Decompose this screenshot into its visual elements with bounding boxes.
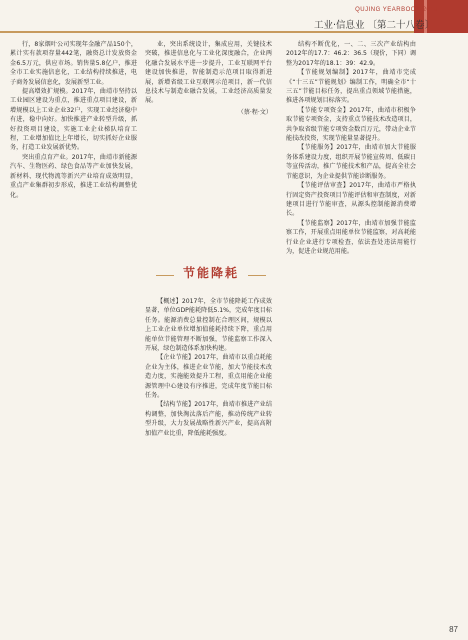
paragraph: 【节能专项资金】2017年，曲靖市积极争取节能专项资金，支持重点节能技术改造项目，共争取省级节能专项资金数百万元，带动企业节能技改投资，实现节能量显著提升。 (286, 106, 416, 143)
paragraph: 【节能服务】2017年，曲靖市加大节能服务体系建设力度，组织开展节能宣传周、低碳日等宣传活动，推广节能技术和产品，提高全社会节能意识，为企业提供节能诊断服务。 (286, 144, 416, 180)
column-2-lower (145, 297, 272, 438)
yearbook-label: QUJING YEARBOOK 2018 (355, 7, 438, 13)
section-heading-text: 节能降耗 (182, 266, 239, 280)
column-2 (145, 40, 272, 117)
column-1 (10, 40, 137, 200)
paragraph: 提高增效扩规模。2017年，曲靖市坚持以工业园区建设为重点，推进重点项目建设，新增规模以上工业企业32户，实现工业经济稳中有进，稳中向好。加快推进产业转型升级，抓好投资项目建设，实施工业企业梯队培育工程，工业增加值比上年增长，切实抓好企业服务，打造工业发展新优势。 (10, 88, 137, 152)
page-number: 87 (449, 625, 458, 634)
paragraph: 业，突出系统设计，集成应用，关键技术突破，推进信息化与工业化深度融合，企业两化融合发展水平进一步提升，工业互联网平台建设加快推进，智能制造示范项目取得新进展，新增省级工业互联网示范项目，新一代信息技术与制造业融合发展，工业经济高质量发展。 (145, 41, 272, 105)
paragraph: 【结构节能】2017年，曲靖市推进产业结构调整，加快淘汰落后产能，推动传统产业转型升级，大力发展战略性新兴产业，提高高附加值产业比重，降低能耗强度。 (145, 401, 272, 437)
header-rule (0, 31, 414, 33)
paragraph: 【概述】2017年，全市节能降耗工作成效显著，单位GDP能耗降低5.1%，完成年度目标任务。能源消费总量控制在合理区间，规模以上工业企业单位增加值能耗持续下降，重点用能单位节能管理不断加强，节能监察工作深入开展，绿色制造体系加快构建。 (145, 298, 272, 353)
paragraph: 【节能规划编制】2017年，曲靖市完成《“十三五”节能规划》编制工作，明确全市“十三五”节能目标任务，提出重点领域节能措施，推进各项规划目标落实。 (286, 69, 416, 105)
author-signature: （蔡·程·文） (237, 108, 272, 116)
paragraph: 行，8家烟叶公司实现年金融产品150个，累计实有款项存量442笔，融资总计发放资金金6.5万元，供应市场。销售量5.8亿户，推进全市工业实施信息化，工业结构持续推进，电子商务发展信息化，发展新型工业。 (10, 41, 137, 86)
paragraph: 【企业节能】2017年，曲靖市以重点耗能企业为主体，推进企业节能，加大节能技术改造力度，实施能效提升工程，重点用能企业能源管理中心建设有序推进，完成年度节能目标任务。 (145, 354, 272, 400)
column-3 (286, 40, 416, 256)
paragraph: 【节能评估审查】2017年，曲靖市严格执行固定资产投资项目节能评估和审查制度，对新建项目进行节能审查，从源头控制能源消费增长。 (286, 182, 416, 218)
paragraph: 【节能监察】2017年，曲靖市加强节能监察工作，开展重点用能单位节能监察，对高耗能行业企业进行专项检查，依法查处违法用能行为，促进企业规范用能。 (286, 219, 416, 255)
paragraph: 突出重点育产业。2017年，曲靖市新能源汽车、生物医药、绿色食品等产业加快发展，新材料、现代物流等新兴产业培育成效明显，重点产业集群初步形成，推进工业结构调整优化。 (10, 153, 137, 199)
section-title: 工业·信息业 〔第二十八卷〕 (313, 20, 434, 31)
page-header (0, 0, 468, 40)
paragraph: 结构不断优化，一、二、三次产业结构由2012年的17.7：46.2：36.5（现价，下同）调整为2017年的18.1：39：42.9。 (286, 41, 416, 67)
section-heading (150, 256, 272, 294)
